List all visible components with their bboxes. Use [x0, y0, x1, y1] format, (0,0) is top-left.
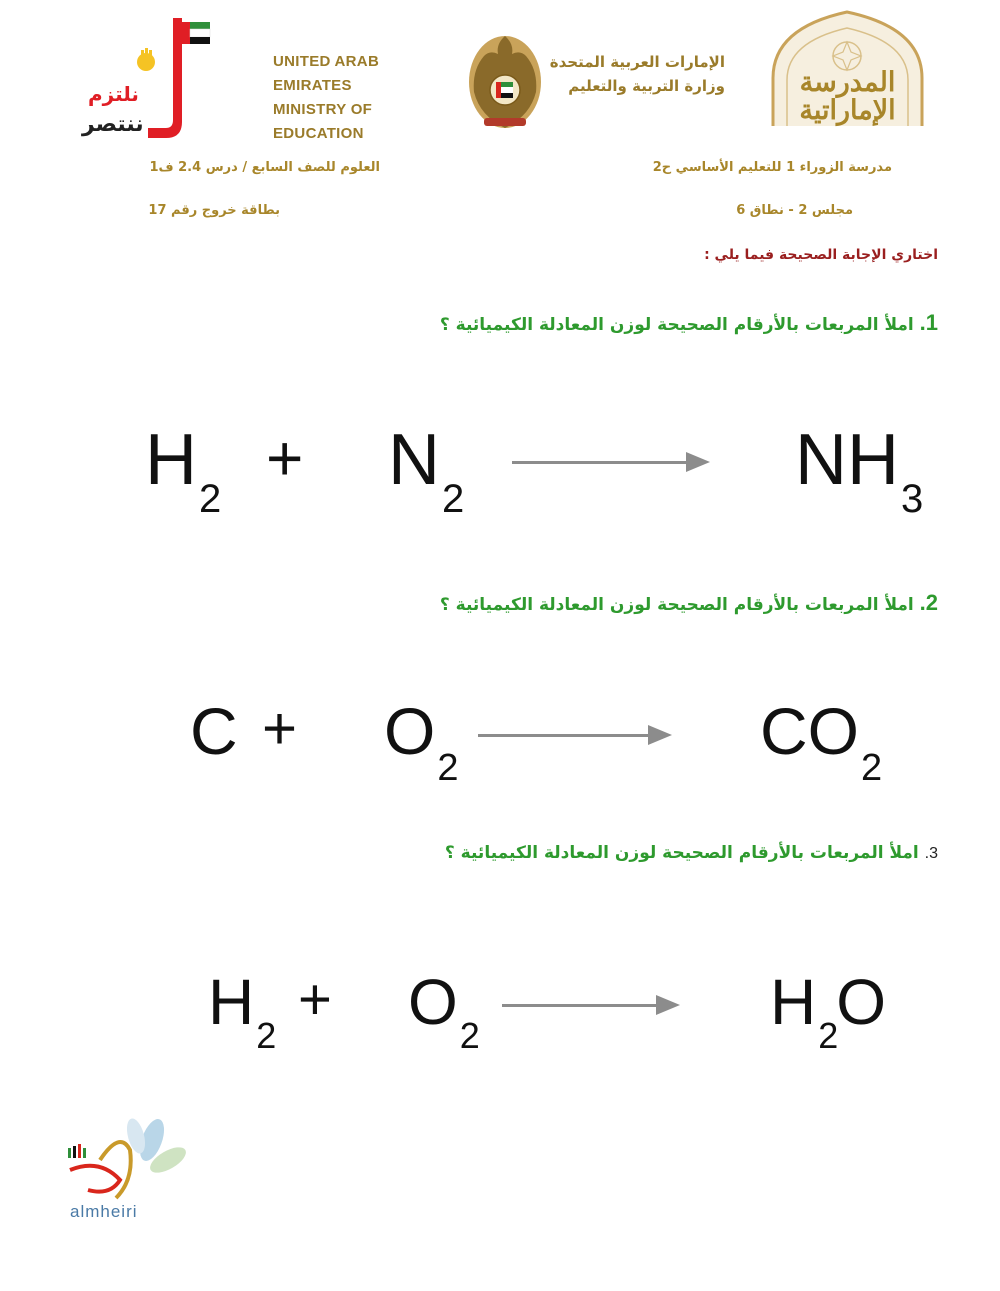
exit-card-number: بطاقة خروج رقم 17: [148, 203, 280, 218]
eq2-arrow-head: [648, 725, 672, 745]
equation-1: [0, 410, 1000, 530]
question-1: [440, 310, 938, 336]
question-2: [440, 590, 938, 616]
eq3-plus: +: [298, 967, 332, 1032]
school-name: مدرسة الزوراء 1 للتعليم الأساسي ح2: [652, 160, 892, 175]
ministry-en-line1: UNITED ARAB EMIRATES: [273, 53, 380, 94]
ministry-name-ar: [540, 50, 725, 98]
ministry-en-line2: MINISTRY OF EDUCATION: [273, 101, 373, 142]
eq3-reactant-2: $O_2$: [408, 966, 480, 1056]
eq2-arrow-line: [478, 734, 650, 737]
eq1-reactant-1: $H_2$: [145, 420, 222, 521]
eq3-arrow-head: [656, 995, 680, 1015]
campaign-text-2: ننتصر: [82, 112, 144, 137]
uae-emblem: [466, 30, 544, 134]
ministry-ar-line1: الإمارات العربية المتحدة: [549, 53, 725, 71]
question-3-number: 3.: [924, 845, 938, 862]
equation-2: [0, 690, 1000, 800]
eq1-arrow-line: [512, 461, 692, 464]
question-1-text: املأ المربعات بالأرقام الصحيحة لوزن المعادلة الكيميائية ؟: [439, 315, 914, 335]
question-3: [445, 843, 938, 863]
campaign-logo: [78, 12, 213, 142]
school-logo-line1: المدرسة: [799, 67, 896, 98]
ministry-name-en: [273, 50, 458, 146]
eq2-reactant-1: C: [190, 694, 238, 768]
council-label: مجلس 2 - نطاق 6: [736, 203, 853, 218]
eq3-product: $H_2O$: [770, 966, 887, 1056]
almheiri-logo: [60, 1110, 190, 1225]
falcon-emblem-icon: [466, 30, 544, 134]
eq1-product: $NH_3$: [795, 420, 924, 521]
eq2-reactant-2: $O_2$: [384, 694, 459, 789]
almheiri-brand-text: almheiri: [70, 1202, 138, 1221]
ministry-ar-line2: وزارة التربية والتعليم: [568, 77, 725, 95]
question-2-number: 2.: [919, 590, 938, 615]
eq2-plus: +: [262, 695, 298, 762]
eq3-reactant-1: $H_2$: [208, 966, 277, 1056]
almheiri-flower-icon: [60, 1110, 190, 1205]
equation-3: [0, 962, 1000, 1072]
question-2-text: املأ المربعات بالأرقام الصحيحة لوزن المعادلة الكيميائية ؟: [439, 595, 914, 615]
eq2-product: $CO_2$: [760, 694, 883, 789]
eq1-plus: +: [266, 422, 304, 494]
eq1-reactant-2: $N_2$: [388, 420, 465, 521]
instruction-text: اختاري الإجابة الصحيحة فيما يلي :: [704, 247, 938, 263]
question-3-text: املأ المربعات بالأرقام الصحيحة لوزن المعادلة الكيميائية ؟: [444, 843, 919, 863]
emirati-school-logo: [765, 8, 930, 128]
eq1-arrow-head: [686, 452, 710, 472]
eq3-arrow-line: [502, 1004, 660, 1007]
campaign-text-1: نلتزم: [88, 82, 139, 106]
subject-lesson: العلوم للصف السابع / درس 2.4 ف1: [149, 160, 380, 175]
school-logo-line2: الإماراتية: [799, 95, 896, 126]
question-1-number: 1.: [919, 310, 938, 335]
